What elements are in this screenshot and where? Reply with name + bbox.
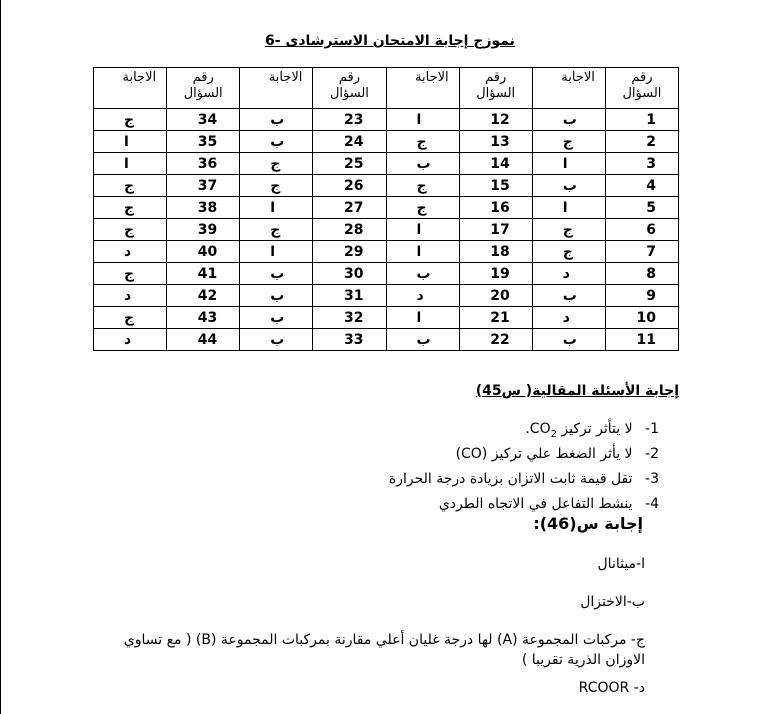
question-header: رقم السؤال <box>313 68 386 109</box>
page-title: نموزج إجابة الامتحان الاسترشادى -6 <box>265 33 515 49</box>
question-number-cell: 28 <box>313 219 386 241</box>
question-number-cell: 30 <box>313 263 386 285</box>
q46-answer-b: ب-الاختزال <box>580 594 645 610</box>
answer-cell: ب <box>240 109 313 131</box>
q46-title: إجابة س(46): <box>533 514 643 533</box>
answer-cell: ج <box>240 219 313 241</box>
question-number-cell: 9 <box>605 285 678 307</box>
question-number-cell: 42 <box>167 285 240 307</box>
answer-cell: ا <box>240 241 313 263</box>
question-number-cell: 15 <box>459 175 532 197</box>
answer-key-table <box>93 67 679 351</box>
answer-cell: د <box>532 263 605 285</box>
table-row <box>94 131 679 153</box>
answer-cell: ا <box>386 109 459 131</box>
question-number-cell: 29 <box>313 241 386 263</box>
question-number-cell: 11 <box>605 329 678 351</box>
q45-item-text: تقل قيمة ثابت الاتزان بزيادة درجة الحرارة <box>388 471 633 487</box>
answer-cell: ج <box>94 109 167 131</box>
answer-header: الاجابة <box>386 68 459 109</box>
answer-cell: ا <box>240 197 313 219</box>
q45-item-number: 2- <box>645 446 659 462</box>
question-number-cell: 34 <box>167 109 240 131</box>
q45-item-text: لا يتأثر تركيز <box>556 421 633 437</box>
answer-cell: ج <box>94 175 167 197</box>
question-number-cell: 13 <box>459 131 532 153</box>
answer-cell: د <box>94 285 167 307</box>
q45-item <box>389 418 659 443</box>
answer-cell: ب <box>386 153 459 175</box>
question-number-cell: 39 <box>167 219 240 241</box>
answer-cell: ج <box>386 175 459 197</box>
table-row <box>94 109 679 131</box>
question-number-cell: 40 <box>167 241 240 263</box>
question-number-cell: 7 <box>605 241 678 263</box>
table-row <box>94 307 679 329</box>
table-row <box>94 263 679 285</box>
question-number-cell: 44 <box>167 329 240 351</box>
question-number-cell: 12 <box>459 109 532 131</box>
question-number-cell: 20 <box>459 285 532 307</box>
q45-item-text: لا يأثر الضغط علي تركيز (CO) <box>455 446 633 462</box>
answer-cell: د <box>386 285 459 307</box>
question-number-cell: 38 <box>167 197 240 219</box>
table-row <box>94 153 679 175</box>
answer-cell: د <box>532 307 605 329</box>
answer-table-body <box>94 109 679 351</box>
q46-answer-d: د- RCOOR <box>578 680 645 696</box>
answer-cell: ا <box>386 307 459 329</box>
answer-header: الاجابة <box>94 68 167 109</box>
table-header-row <box>94 68 679 109</box>
table-row <box>94 241 679 263</box>
q45-item-end: . <box>525 421 530 437</box>
question-number-cell: 43 <box>167 307 240 329</box>
answer-header: الاجابة <box>532 68 605 109</box>
question-number-cell: 32 <box>313 307 386 329</box>
answer-cell: ب <box>386 263 459 285</box>
question-number-cell: 8 <box>605 263 678 285</box>
chemical-formula: CO <box>529 421 551 437</box>
table-row <box>94 175 679 197</box>
answer-cell: د <box>94 241 167 263</box>
question-number-cell: 41 <box>167 263 240 285</box>
answer-cell: ب <box>240 131 313 153</box>
answer-cell: ب <box>240 263 313 285</box>
answer-cell: ج <box>94 307 167 329</box>
q45-item-number: 3- <box>645 471 659 487</box>
question-number-cell: 36 <box>167 153 240 175</box>
question-number-cell: 5 <box>605 197 678 219</box>
question-header: رقم السؤال <box>167 68 240 109</box>
essay-section-title: إجابة الأسئلة المقالية( س45) <box>475 383 679 399</box>
question-number-cell: 21 <box>459 307 532 329</box>
answer-cell: ب <box>240 285 313 307</box>
question-number-cell: 37 <box>167 175 240 197</box>
question-number-cell: 18 <box>459 241 532 263</box>
answer-cell: ب <box>532 175 605 197</box>
answer-cell: ج <box>94 263 167 285</box>
q46-answer-a: ا-ميثانال <box>597 556 645 572</box>
answer-cell: ج <box>94 219 167 241</box>
answer-cell: ا <box>532 153 605 175</box>
answer-cell: ج <box>386 131 459 153</box>
answer-cell: ج <box>240 175 313 197</box>
answer-cell: ا <box>532 197 605 219</box>
question-number-cell: 22 <box>459 329 532 351</box>
question-number-cell: 3 <box>605 153 678 175</box>
q46-answer-c: ج- مركبات المجموعة (A) لها درجة غليان أعلي مقارنة بمركبات المجموعة (B) ( مع تساوي الاوزان الذرية تقريبا ) <box>123 632 645 668</box>
question-number-cell: 23 <box>313 109 386 131</box>
q45-item-text: ينشط التفاعل في الاتجاه الطردي <box>438 496 633 512</box>
answer-cell: ب <box>240 307 313 329</box>
answer-cell: ج <box>240 153 313 175</box>
answer-cell: ب <box>532 285 605 307</box>
question-number-cell: 10 <box>605 307 678 329</box>
question-number-cell: 1 <box>605 109 678 131</box>
answer-header: الاجابة <box>240 68 313 109</box>
answer-cell: ب <box>240 329 313 351</box>
table-row <box>94 329 679 351</box>
question-number-cell: 19 <box>459 263 532 285</box>
question-number-cell: 4 <box>605 175 678 197</box>
question-number-cell: 24 <box>313 131 386 153</box>
question-number-cell: 27 <box>313 197 386 219</box>
question-number-cell: 14 <box>459 153 532 175</box>
question-number-cell: 16 <box>459 197 532 219</box>
question-number-cell: 26 <box>313 175 386 197</box>
page-left-border <box>0 0 1 714</box>
question-header: رقم السؤال <box>605 68 678 109</box>
answer-cell: ا <box>386 219 459 241</box>
answer-cell: ا <box>386 241 459 263</box>
answer-cell: د <box>94 329 167 351</box>
q45-item-number: 4- <box>645 496 659 512</box>
q45-item <box>389 443 659 468</box>
answer-cell: ج <box>94 197 167 219</box>
q45-answer-list <box>389 418 659 518</box>
answer-cell: ج <box>532 131 605 153</box>
answer-cell: ج <box>532 219 605 241</box>
question-number-cell: 35 <box>167 131 240 153</box>
question-number-cell: 17 <box>459 219 532 241</box>
question-number-cell: 6 <box>605 219 678 241</box>
table-row <box>94 285 679 307</box>
answer-cell: ب <box>532 329 605 351</box>
answer-cell: ا <box>94 131 167 153</box>
formula-subscript: 2 <box>550 428 557 440</box>
answer-cell: ب <box>532 109 605 131</box>
table-row <box>94 219 679 241</box>
q45-item-number: 1- <box>645 421 659 437</box>
question-header: رقم السؤال <box>459 68 532 109</box>
answer-cell: ج <box>386 197 459 219</box>
answer-cell: ب <box>386 329 459 351</box>
answer-cell: ج <box>532 241 605 263</box>
answer-cell: ا <box>94 153 167 175</box>
q45-item <box>389 468 659 493</box>
question-number-cell: 31 <box>313 285 386 307</box>
table-row <box>94 197 679 219</box>
question-number-cell: 2 <box>605 131 678 153</box>
question-number-cell: 25 <box>313 153 386 175</box>
question-number-cell: 33 <box>313 329 386 351</box>
